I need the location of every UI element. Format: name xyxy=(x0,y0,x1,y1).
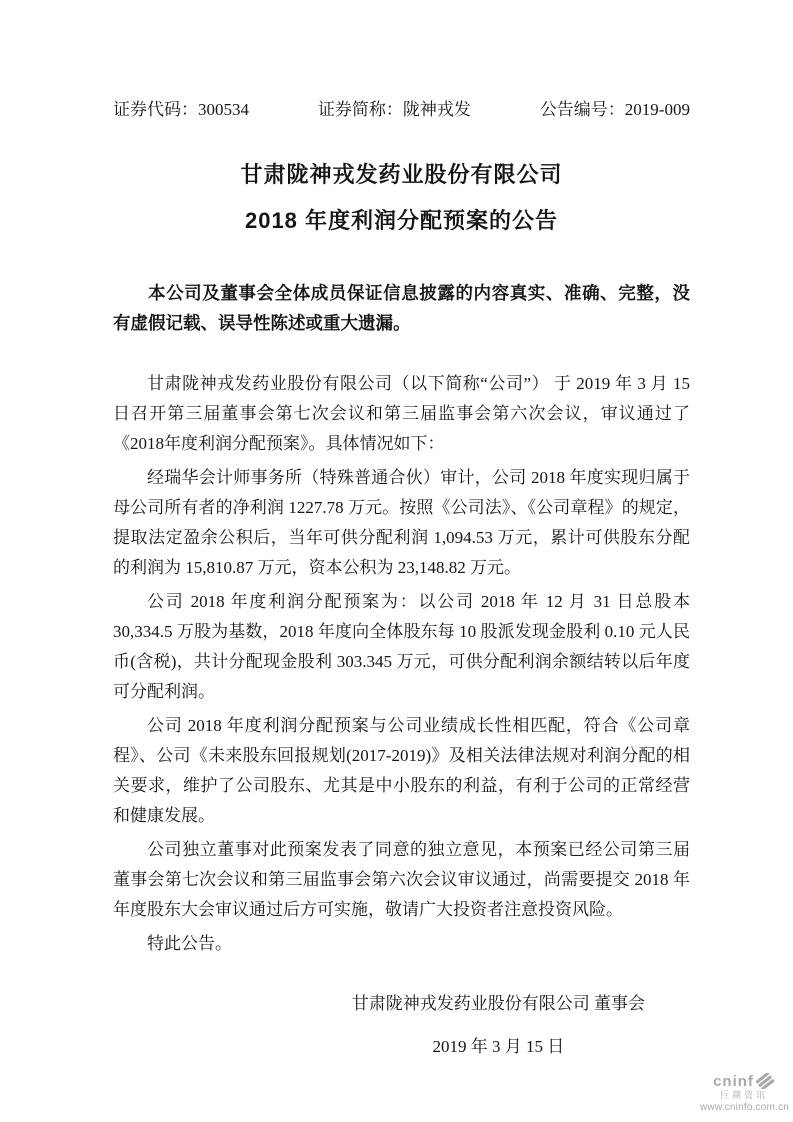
body-paragraph-1: 甘肃陇神戎发药业股份有限公司（以下简称“公司”） 于 2019 年 3 月 15 日召开第三届董事会第七次会议和第三届监事会第六次会议，审议通过了《2018年度利润分配预案》。具体情况如下： xyxy=(113,374,690,453)
signature-date: 2019 年 3 月 15 日 xyxy=(432,1037,565,1056)
cninfo-logo xyxy=(700,1073,788,1114)
cninfo-logo-top xyxy=(700,1073,788,1089)
document-header xyxy=(113,100,690,120)
body-paragraph-3: 公司 2018 年度利润分配预案为：以公司 2018 年 12 月 31 日总股本30,334.5 万股为基数，2018 年度向全体股东每 10 股派发现金股利 0.10 元人民币(含税)，共计分配现金股利 303.345 万元，可供分配利润余额结转以后年度可分配利润。 xyxy=(113,592,690,701)
body-paragraph-4: 公司 2018 年度利润分配预案与公司业绩成长性相匹配，符合《公司章程》、公司《未来股东回报规划(2017-2019)》及相关法律法规对利润分配的相关要求，维护了公司股东、尤其是中小股东的利益，有利于公司的正常经营和健康发展。 xyxy=(113,716,690,825)
announcement-title: 2018 年度利润分配预案的公告 xyxy=(244,208,559,233)
stock-name-text: 证券简称：陇神戎发 xyxy=(317,100,471,119)
signature-company: 甘肃陇神戎发药业股份有限公司 董事会 xyxy=(351,994,645,1013)
signature-block xyxy=(352,989,645,1062)
closing-paragraph: 特此公告。 xyxy=(147,934,232,953)
cninfo-brand-text: cninf xyxy=(713,1072,754,1090)
disclaimer-paragraph: 本公司及董事会全体成员保证信息披露的内容真实、准确、完整，没有虚假记载、误导性陈述或重大遗漏。 xyxy=(113,283,690,333)
body-paragraph-2: 经瑞华会计师事务所（特殊普通合伙）审计，公司 2018 年度实现归属于母公司所有者的净利润 1227.78 万元。按照《公司法》、《公司章程》的规定，提取法定盈余公积后，当年可供分配利润 1,094.53 万元，累计可供股东分配的利润为 15,810.87 万元，资本公积为 23,148.82 万元。 xyxy=(113,468,690,577)
body-paragraph-5: 公司独立董事对此预案发表了同意的独立意见，本预案已经公司第三届董事会第七次会议和第三届监事会第六次会议审议通过，尚需要提交 2018 年年度股东大会审议通过后方可实施，敬请广大投资者注意投资风险。 xyxy=(113,840,690,919)
cninfo-url-text: www.cninfo.com.cn xyxy=(700,1102,789,1113)
stock-code-text: 证券代码：300534 xyxy=(113,100,249,119)
cninfo-chinese-text: 巨潮资讯 xyxy=(719,1090,768,1100)
company-name-title: 甘肃陇神戎发药业股份有限公司 xyxy=(240,162,563,187)
cninfo-swirl-icon xyxy=(756,1073,775,1089)
announcement-number-text: 公告编号：2019-009 xyxy=(539,100,690,119)
